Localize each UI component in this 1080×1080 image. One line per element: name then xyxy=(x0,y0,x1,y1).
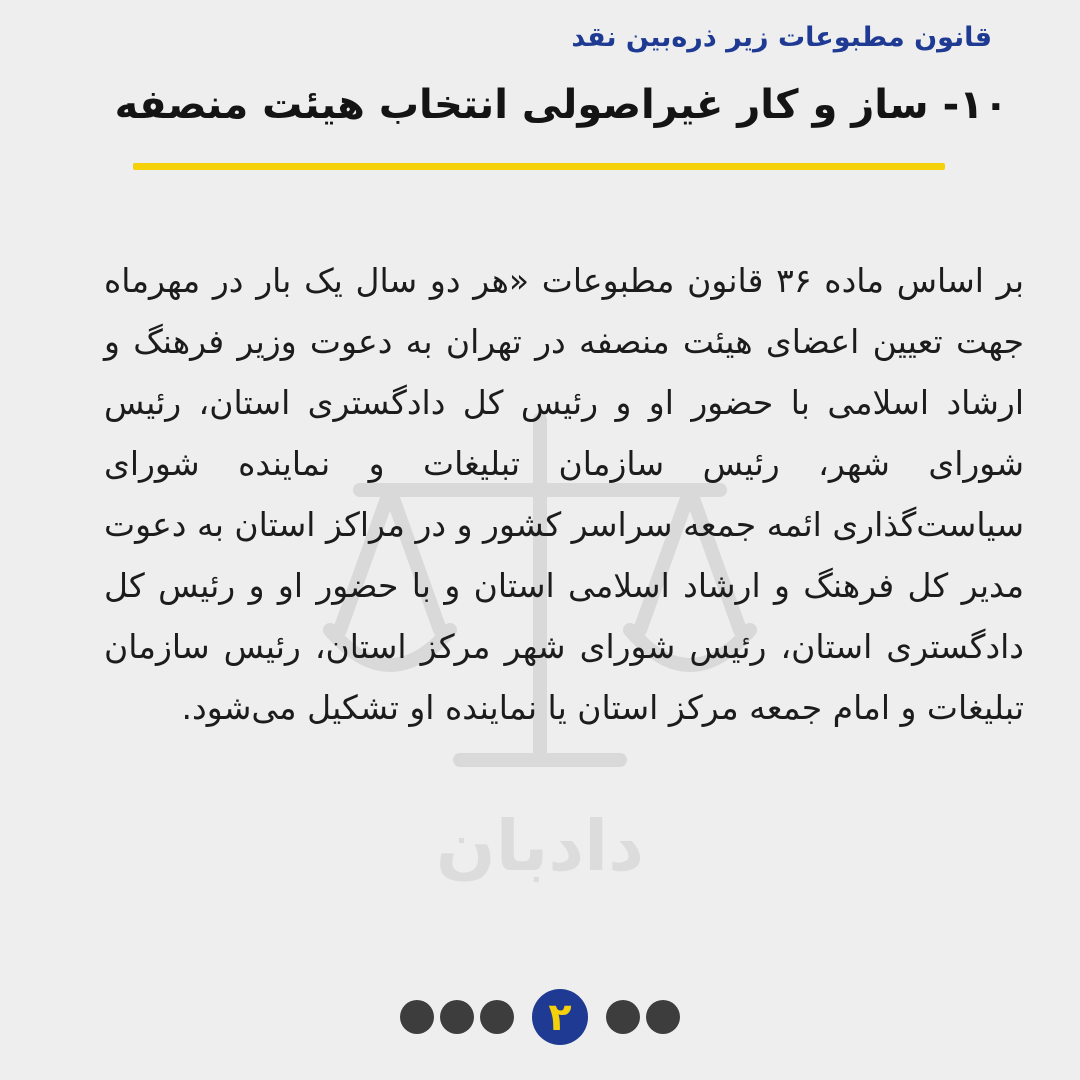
page-dot[interactable] xyxy=(480,1000,514,1034)
watermark-text: دادبان xyxy=(435,805,645,887)
article-paragraph: بر اساس ماده ۳۶ قانون مطبوعات «هر دو سال یک بار در مهرماه جهت تعیین اعضای هیئت منصفه در تهران به دعوت وزیر فرهنگ و ارشاد اسلامی با حضور او و رئیس کل دادگستری استان، رئیس شورای شهر، رئیس سازمان تبلیغات و نماینده شورای سیاست‌گذاری ائمه جمعه سراسر کشور و در مراکز استان به دعوت مدیر کل فرهنگ و ارشاد اسلامی استان و با حضور او و رئیس کل دادگستری استان، رئیس شورای شهر مرکز استان، رئیس سازمان تبلیغات و امام جمعه مرکز استان یا نماینده او تشکیل می‌شود. xyxy=(104,261,1025,727)
page-title: ۱۰- ساز و کار غیراصولی انتخاب هیئت منصفه xyxy=(114,82,1008,128)
series-title: قانون مطبوعات زیر ذره‌بین نقد xyxy=(571,22,992,53)
page-dot[interactable] xyxy=(646,1000,680,1034)
page-dot[interactable] xyxy=(440,1000,474,1034)
current-page-indicator: ۲ xyxy=(532,989,588,1045)
page-dot[interactable] xyxy=(400,1000,434,1034)
title-underline xyxy=(133,163,945,170)
pagination xyxy=(0,985,1080,1049)
page-dot[interactable] xyxy=(606,1000,640,1034)
